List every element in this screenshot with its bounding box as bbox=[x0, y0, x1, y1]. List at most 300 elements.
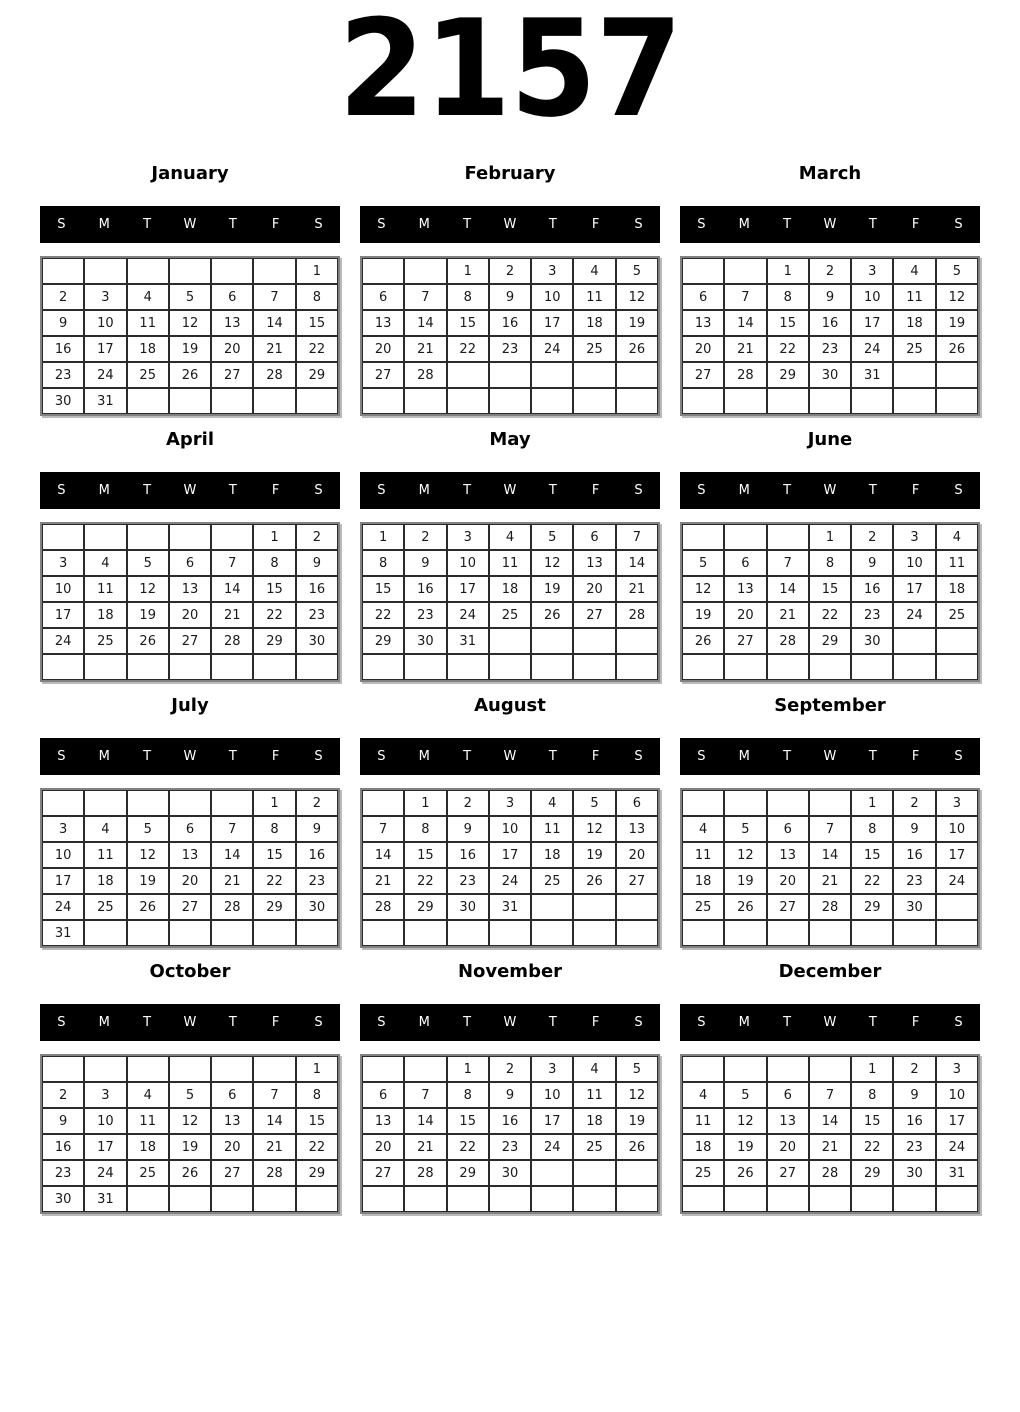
empty-day-cell bbox=[809, 1186, 851, 1212]
day-cell: 19 bbox=[127, 868, 169, 894]
day-cell: 27 bbox=[362, 1160, 404, 1186]
day-cell: 15 bbox=[809, 576, 851, 602]
empty-day-cell bbox=[127, 258, 169, 284]
week-row bbox=[682, 628, 978, 654]
day-cell: 6 bbox=[767, 1082, 809, 1108]
day-cell: 24 bbox=[936, 868, 978, 894]
empty-day-cell bbox=[851, 1186, 893, 1212]
month-block bbox=[360, 695, 660, 948]
day-cell: 1 bbox=[767, 258, 809, 284]
day-cell: 1 bbox=[851, 1056, 893, 1082]
day-cell: 13 bbox=[616, 816, 658, 842]
week-row bbox=[682, 1186, 978, 1212]
day-cell: 2 bbox=[809, 258, 851, 284]
empty-day-cell bbox=[724, 388, 766, 414]
day-cell: 14 bbox=[724, 310, 766, 336]
day-cell: 22 bbox=[447, 1134, 489, 1160]
week-row bbox=[42, 868, 338, 894]
day-cell: 6 bbox=[211, 284, 253, 310]
month-name: August bbox=[474, 695, 546, 716]
day-cell: 29 bbox=[404, 894, 446, 920]
empty-day-cell bbox=[851, 654, 893, 680]
day-cell: 20 bbox=[211, 1134, 253, 1160]
empty-day-cell bbox=[211, 1186, 253, 1212]
day-cell: 16 bbox=[42, 1134, 84, 1160]
empty-day-cell bbox=[296, 1186, 338, 1212]
day-cell: 21 bbox=[809, 1134, 851, 1160]
day-cell: 11 bbox=[682, 842, 724, 868]
day-cell: 22 bbox=[851, 868, 893, 894]
date-grid bbox=[360, 788, 660, 948]
day-cell: 13 bbox=[724, 576, 766, 602]
day-cell: 14 bbox=[253, 310, 295, 336]
day-cell: 9 bbox=[893, 816, 935, 842]
weekday-cell: S bbox=[697, 749, 706, 764]
weekday-header bbox=[680, 738, 980, 775]
week-row bbox=[362, 284, 658, 310]
empty-day-cell bbox=[936, 920, 978, 946]
day-cell: 4 bbox=[893, 258, 935, 284]
day-cell: 18 bbox=[84, 602, 126, 628]
empty-day-cell bbox=[404, 388, 446, 414]
day-cell: 7 bbox=[616, 524, 658, 550]
day-cell: 24 bbox=[531, 1134, 573, 1160]
week-row bbox=[42, 1160, 338, 1186]
day-cell: 24 bbox=[447, 602, 489, 628]
empty-day-cell bbox=[809, 790, 851, 816]
day-cell: 31 bbox=[42, 920, 84, 946]
weekday-cell: T bbox=[868, 483, 877, 498]
date-grid bbox=[40, 1054, 340, 1214]
day-cell: 13 bbox=[211, 310, 253, 336]
weekday-cell: T bbox=[783, 749, 792, 764]
week-row bbox=[42, 602, 338, 628]
weekday-cell: W bbox=[183, 217, 197, 232]
day-cell: 3 bbox=[936, 790, 978, 816]
month-name: May bbox=[489, 429, 531, 450]
weekday-cell: T bbox=[143, 749, 152, 764]
day-cell: 18 bbox=[489, 576, 531, 602]
day-cell: 23 bbox=[42, 1160, 84, 1186]
empty-day-cell bbox=[893, 654, 935, 680]
day-cell: 23 bbox=[296, 868, 338, 894]
empty-day-cell bbox=[616, 894, 658, 920]
empty-day-cell bbox=[531, 920, 573, 946]
day-cell: 22 bbox=[767, 336, 809, 362]
empty-day-cell bbox=[447, 1186, 489, 1212]
day-cell: 22 bbox=[404, 868, 446, 894]
day-cell: 25 bbox=[682, 1160, 724, 1186]
day-cell: 4 bbox=[489, 524, 531, 550]
week-row bbox=[42, 842, 338, 868]
week-row bbox=[682, 1056, 978, 1082]
weekday-cell: S bbox=[377, 483, 386, 498]
day-cell: 25 bbox=[573, 1134, 615, 1160]
day-cell: 8 bbox=[447, 284, 489, 310]
empty-day-cell bbox=[724, 1056, 766, 1082]
day-cell: 18 bbox=[682, 868, 724, 894]
day-cell: 6 bbox=[169, 816, 211, 842]
empty-day-cell bbox=[531, 1186, 573, 1212]
day-cell: 2 bbox=[447, 790, 489, 816]
week-row bbox=[42, 388, 338, 414]
day-cell: 31 bbox=[851, 362, 893, 388]
weekday-header bbox=[40, 1004, 340, 1041]
day-cell: 26 bbox=[127, 894, 169, 920]
day-cell: 23 bbox=[489, 1134, 531, 1160]
day-cell: 20 bbox=[682, 336, 724, 362]
empty-day-cell bbox=[362, 388, 404, 414]
week-row bbox=[42, 524, 338, 550]
day-cell: 6 bbox=[724, 550, 766, 576]
empty-day-cell bbox=[253, 654, 295, 680]
day-cell: 26 bbox=[936, 336, 978, 362]
day-cell: 28 bbox=[767, 628, 809, 654]
weekday-cell: T bbox=[463, 217, 472, 232]
empty-day-cell bbox=[531, 388, 573, 414]
empty-day-cell bbox=[489, 654, 531, 680]
day-cell: 10 bbox=[936, 1082, 978, 1108]
day-cell: 3 bbox=[936, 1056, 978, 1082]
day-cell: 18 bbox=[682, 1134, 724, 1160]
empty-day-cell bbox=[724, 258, 766, 284]
weekday-row bbox=[680, 1004, 980, 1041]
day-cell: 7 bbox=[724, 284, 766, 310]
month-block bbox=[40, 961, 340, 1214]
date-grid bbox=[360, 256, 660, 416]
weekday-cell: S bbox=[634, 749, 643, 764]
week-row bbox=[362, 576, 658, 602]
empty-day-cell bbox=[296, 654, 338, 680]
day-cell: 8 bbox=[296, 1082, 338, 1108]
empty-day-cell bbox=[211, 524, 253, 550]
day-cell: 21 bbox=[404, 336, 446, 362]
day-cell: 11 bbox=[936, 550, 978, 576]
weekday-cell: F bbox=[911, 749, 920, 764]
day-cell: 5 bbox=[724, 816, 766, 842]
weekday-cell: M bbox=[418, 1015, 430, 1030]
day-cell: 26 bbox=[616, 1134, 658, 1160]
day-cell: 8 bbox=[253, 550, 295, 576]
day-cell: 21 bbox=[809, 868, 851, 894]
day-cell: 10 bbox=[936, 816, 978, 842]
day-cell: 15 bbox=[447, 310, 489, 336]
day-cell: 16 bbox=[809, 310, 851, 336]
day-cell: 19 bbox=[573, 842, 615, 868]
day-cell: 12 bbox=[531, 550, 573, 576]
day-cell: 25 bbox=[682, 894, 724, 920]
day-cell: 11 bbox=[531, 816, 573, 842]
day-cell: 2 bbox=[851, 524, 893, 550]
empty-day-cell bbox=[489, 920, 531, 946]
week-row bbox=[362, 1082, 658, 1108]
day-cell: 5 bbox=[616, 1056, 658, 1082]
day-cell: 8 bbox=[809, 550, 851, 576]
day-cell: 9 bbox=[296, 816, 338, 842]
weekday-cell: W bbox=[823, 1015, 837, 1030]
weekday-cell: S bbox=[634, 217, 643, 232]
week-row bbox=[42, 654, 338, 680]
day-cell: 29 bbox=[767, 362, 809, 388]
day-cell: 27 bbox=[169, 628, 211, 654]
day-cell: 21 bbox=[362, 868, 404, 894]
day-cell: 29 bbox=[362, 628, 404, 654]
day-cell: 9 bbox=[489, 284, 531, 310]
day-cell: 5 bbox=[573, 790, 615, 816]
day-cell: 10 bbox=[893, 550, 935, 576]
weekday-cell: S bbox=[697, 1015, 706, 1030]
empty-day-cell bbox=[682, 258, 724, 284]
day-cell: 16 bbox=[447, 842, 489, 868]
day-cell: 25 bbox=[84, 628, 126, 654]
week-row bbox=[362, 550, 658, 576]
day-cell: 21 bbox=[211, 602, 253, 628]
day-cell: 12 bbox=[573, 816, 615, 842]
weekday-cell: T bbox=[783, 217, 792, 232]
day-cell: 2 bbox=[42, 1082, 84, 1108]
day-cell: 10 bbox=[531, 284, 573, 310]
day-cell: 14 bbox=[809, 1108, 851, 1134]
empty-day-cell bbox=[682, 654, 724, 680]
weekday-cell: M bbox=[98, 483, 110, 498]
weekday-row bbox=[360, 1004, 660, 1041]
day-cell: 17 bbox=[531, 1108, 573, 1134]
day-cell: 13 bbox=[573, 550, 615, 576]
empty-day-cell bbox=[936, 894, 978, 920]
day-cell: 20 bbox=[362, 1134, 404, 1160]
day-cell: 21 bbox=[404, 1134, 446, 1160]
day-cell: 4 bbox=[84, 550, 126, 576]
day-cell: 10 bbox=[851, 284, 893, 310]
day-cell: 30 bbox=[809, 362, 851, 388]
day-cell: 24 bbox=[936, 1134, 978, 1160]
month-block bbox=[40, 429, 340, 682]
empty-day-cell bbox=[682, 1186, 724, 1212]
day-cell: 30 bbox=[296, 894, 338, 920]
day-cell: 20 bbox=[616, 842, 658, 868]
empty-day-cell bbox=[127, 920, 169, 946]
weekday-cell: W bbox=[503, 217, 517, 232]
day-cell: 20 bbox=[211, 336, 253, 362]
empty-day-cell bbox=[936, 654, 978, 680]
day-cell: 16 bbox=[893, 1108, 935, 1134]
day-cell: 15 bbox=[851, 842, 893, 868]
weekday-cell: M bbox=[418, 749, 430, 764]
day-cell: 8 bbox=[851, 816, 893, 842]
empty-day-cell bbox=[809, 1056, 851, 1082]
week-row bbox=[682, 284, 978, 310]
empty-day-cell bbox=[767, 1056, 809, 1082]
day-cell: 25 bbox=[84, 894, 126, 920]
day-cell: 26 bbox=[169, 362, 211, 388]
empty-day-cell bbox=[211, 654, 253, 680]
day-cell: 2 bbox=[489, 1056, 531, 1082]
empty-day-cell bbox=[169, 258, 211, 284]
day-cell: 2 bbox=[893, 1056, 935, 1082]
day-cell: 1 bbox=[447, 258, 489, 284]
day-cell: 18 bbox=[127, 1134, 169, 1160]
day-cell: 10 bbox=[42, 842, 84, 868]
day-cell: 20 bbox=[767, 868, 809, 894]
weekday-row bbox=[360, 206, 660, 243]
empty-day-cell bbox=[211, 388, 253, 414]
day-cell: 27 bbox=[682, 362, 724, 388]
date-grid bbox=[360, 522, 660, 682]
month-name: July bbox=[171, 695, 209, 716]
weekday-cell: S bbox=[954, 749, 963, 764]
empty-day-cell bbox=[169, 1186, 211, 1212]
weekday-cell: F bbox=[271, 483, 280, 498]
weekday-cell: W bbox=[503, 483, 517, 498]
weekday-cell: S bbox=[314, 217, 323, 232]
week-row bbox=[42, 362, 338, 388]
day-cell: 2 bbox=[296, 524, 338, 550]
day-cell: 30 bbox=[893, 894, 935, 920]
weekday-cell: M bbox=[98, 217, 110, 232]
day-cell: 4 bbox=[573, 1056, 615, 1082]
weekday-cell: M bbox=[738, 217, 750, 232]
day-cell: 15 bbox=[447, 1108, 489, 1134]
day-cell: 29 bbox=[296, 1160, 338, 1186]
week-row bbox=[362, 310, 658, 336]
day-cell: 18 bbox=[573, 310, 615, 336]
empty-day-cell bbox=[489, 628, 531, 654]
empty-day-cell bbox=[127, 1186, 169, 1212]
week-row bbox=[682, 576, 978, 602]
empty-day-cell bbox=[616, 1160, 658, 1186]
day-cell: 5 bbox=[724, 1082, 766, 1108]
weekday-cell: W bbox=[823, 217, 837, 232]
day-cell: 20 bbox=[724, 602, 766, 628]
week-row bbox=[362, 258, 658, 284]
day-cell: 11 bbox=[573, 284, 615, 310]
day-cell: 2 bbox=[893, 790, 935, 816]
day-cell: 23 bbox=[404, 602, 446, 628]
day-cell: 7 bbox=[809, 1082, 851, 1108]
day-cell: 3 bbox=[42, 550, 84, 576]
empty-day-cell bbox=[169, 524, 211, 550]
day-cell: 14 bbox=[404, 1108, 446, 1134]
day-cell: 5 bbox=[127, 550, 169, 576]
empty-day-cell bbox=[767, 524, 809, 550]
weekday-cell: S bbox=[697, 217, 706, 232]
day-cell: 28 bbox=[211, 628, 253, 654]
month-block bbox=[40, 163, 340, 416]
weekday-cell: S bbox=[314, 749, 323, 764]
day-cell: 30 bbox=[851, 628, 893, 654]
month-name: December bbox=[778, 961, 882, 982]
day-cell: 20 bbox=[169, 868, 211, 894]
day-cell: 6 bbox=[682, 284, 724, 310]
empty-day-cell bbox=[893, 388, 935, 414]
date-grid bbox=[680, 788, 980, 948]
weekday-cell: F bbox=[271, 749, 280, 764]
day-cell: 9 bbox=[296, 550, 338, 576]
empty-day-cell bbox=[767, 790, 809, 816]
day-cell: 30 bbox=[296, 628, 338, 654]
day-cell: 27 bbox=[573, 602, 615, 628]
day-cell: 12 bbox=[127, 576, 169, 602]
month-block bbox=[680, 163, 980, 416]
day-cell: 1 bbox=[253, 790, 295, 816]
empty-day-cell bbox=[447, 388, 489, 414]
day-cell: 1 bbox=[253, 524, 295, 550]
weekday-cell: T bbox=[783, 483, 792, 498]
day-cell: 19 bbox=[127, 602, 169, 628]
day-cell: 29 bbox=[809, 628, 851, 654]
week-row bbox=[682, 258, 978, 284]
weekday-cell: T bbox=[548, 217, 557, 232]
day-cell: 11 bbox=[573, 1082, 615, 1108]
weekday-header bbox=[680, 472, 980, 509]
week-row bbox=[362, 1108, 658, 1134]
empty-day-cell bbox=[42, 258, 84, 284]
day-cell: 15 bbox=[296, 1108, 338, 1134]
empty-day-cell bbox=[767, 920, 809, 946]
date-grid bbox=[680, 1054, 980, 1214]
day-cell: 15 bbox=[253, 842, 295, 868]
day-cell: 1 bbox=[809, 524, 851, 550]
empty-day-cell bbox=[616, 362, 658, 388]
day-cell: 6 bbox=[211, 1082, 253, 1108]
day-cell: 12 bbox=[724, 1108, 766, 1134]
day-cell: 7 bbox=[253, 1082, 295, 1108]
weekday-cell: S bbox=[314, 483, 323, 498]
day-cell: 16 bbox=[851, 576, 893, 602]
empty-day-cell bbox=[296, 388, 338, 414]
weekday-cell: S bbox=[377, 1015, 386, 1030]
day-cell: 23 bbox=[893, 868, 935, 894]
day-cell: 5 bbox=[169, 284, 211, 310]
week-row bbox=[42, 920, 338, 946]
empty-day-cell bbox=[489, 362, 531, 388]
week-row bbox=[362, 362, 658, 388]
day-cell: 14 bbox=[404, 310, 446, 336]
day-cell: 23 bbox=[851, 602, 893, 628]
day-cell: 11 bbox=[84, 576, 126, 602]
weekday-header bbox=[360, 1004, 660, 1041]
empty-day-cell bbox=[253, 258, 295, 284]
empty-day-cell bbox=[169, 654, 211, 680]
day-cell: 3 bbox=[489, 790, 531, 816]
day-cell: 16 bbox=[489, 310, 531, 336]
empty-day-cell bbox=[127, 524, 169, 550]
day-cell: 21 bbox=[211, 868, 253, 894]
day-cell: 29 bbox=[253, 628, 295, 654]
weekday-cell: M bbox=[738, 749, 750, 764]
week-row bbox=[362, 628, 658, 654]
weekday-cell: S bbox=[377, 749, 386, 764]
weekday-cell: M bbox=[98, 749, 110, 764]
empty-day-cell bbox=[42, 790, 84, 816]
date-grid bbox=[40, 256, 340, 416]
empty-day-cell bbox=[682, 524, 724, 550]
day-cell: 19 bbox=[936, 310, 978, 336]
day-cell: 21 bbox=[616, 576, 658, 602]
weekday-row bbox=[40, 472, 340, 509]
day-cell: 12 bbox=[724, 842, 766, 868]
weekday-cell: S bbox=[377, 217, 386, 232]
weekday-cell: T bbox=[548, 1015, 557, 1030]
day-cell: 7 bbox=[809, 816, 851, 842]
empty-day-cell bbox=[362, 1056, 404, 1082]
day-cell: 3 bbox=[42, 816, 84, 842]
empty-day-cell bbox=[936, 362, 978, 388]
day-cell: 6 bbox=[169, 550, 211, 576]
day-cell: 26 bbox=[724, 894, 766, 920]
week-row bbox=[682, 1134, 978, 1160]
day-cell: 29 bbox=[851, 1160, 893, 1186]
